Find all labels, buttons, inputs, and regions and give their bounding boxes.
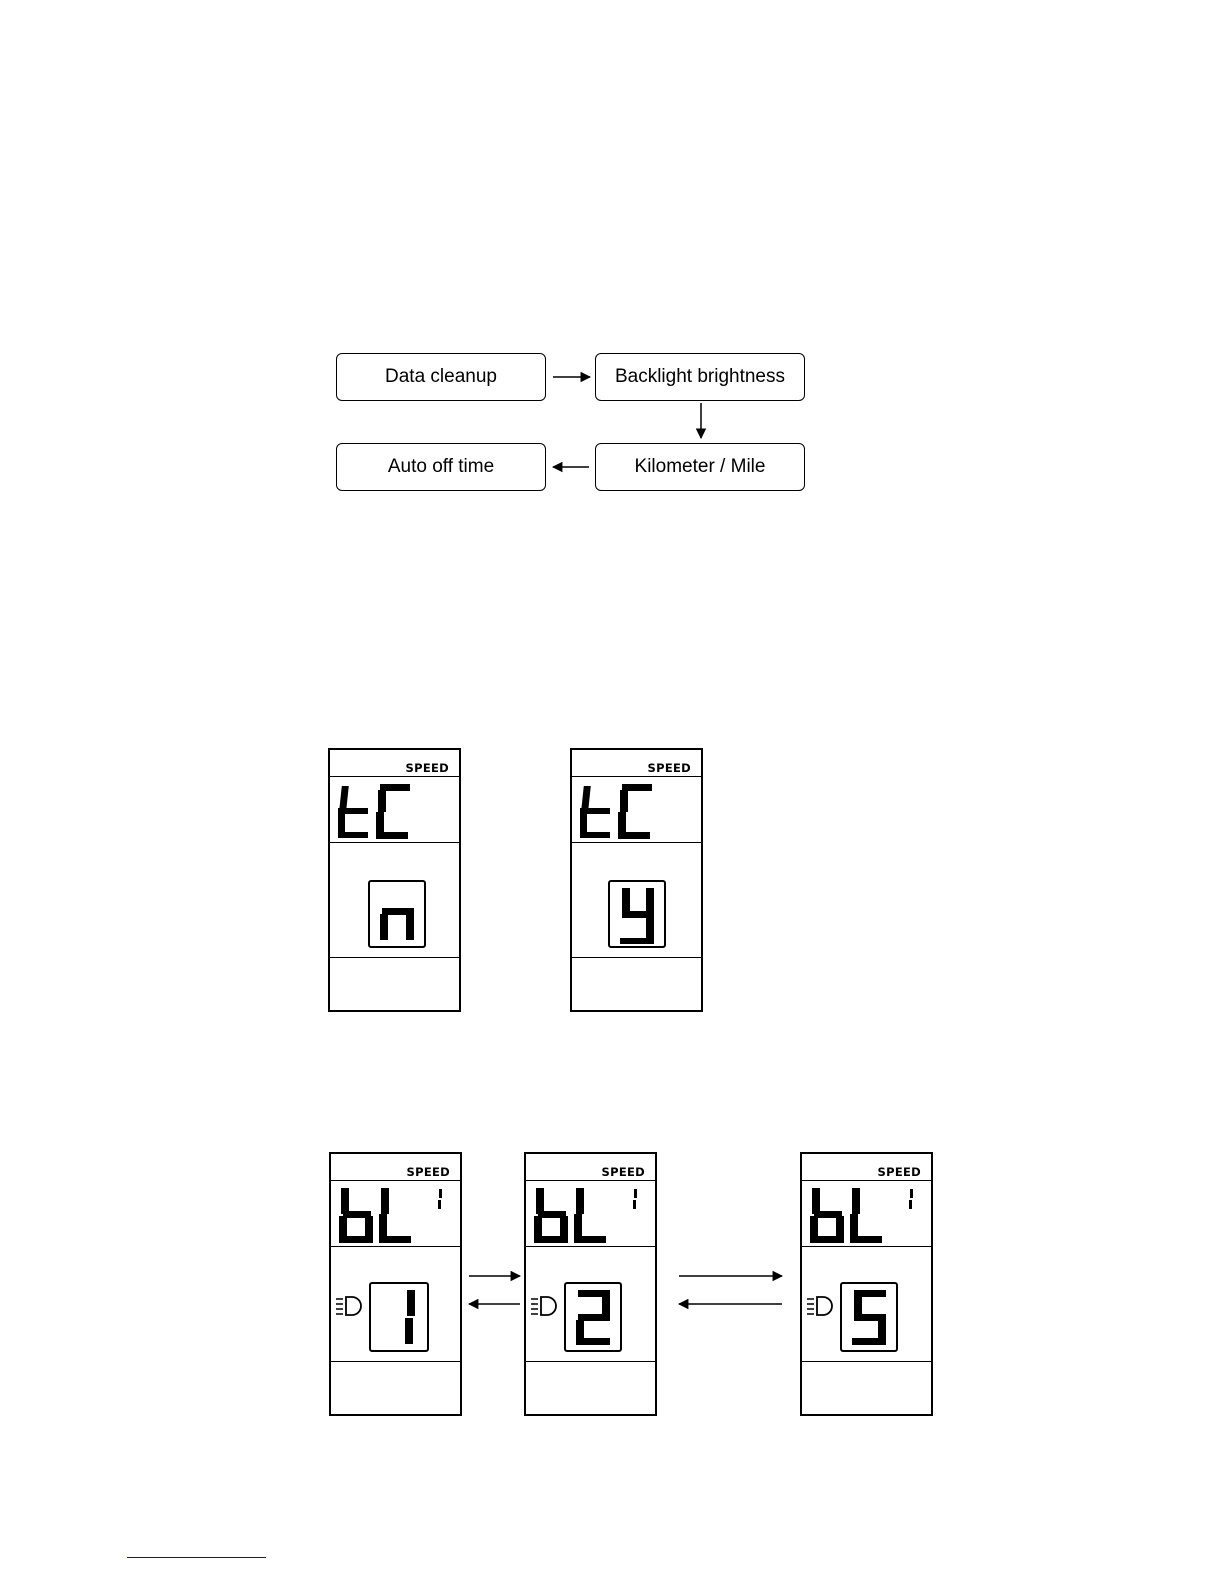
segment-index (630, 1189, 640, 1211)
headlight-icon (335, 1295, 363, 1317)
lcd-divider (802, 1246, 931, 1247)
lcd-panel-bl-1 (329, 1152, 462, 1416)
segment-text-tc (580, 784, 660, 840)
speed-label: SPEED (406, 1165, 450, 1179)
lcd-divider (331, 1180, 460, 1181)
digit-box (368, 880, 426, 948)
lcd-divider (526, 1180, 655, 1181)
lcd-panel-bl-2 (524, 1152, 657, 1416)
lcd-divider (330, 957, 459, 958)
lcd-divider (572, 776, 701, 777)
headlight-icon (806, 1295, 834, 1317)
segment-text-bl (339, 1188, 419, 1244)
footnote-divider (127, 1557, 266, 1558)
segment-digit-1 (377, 1288, 423, 1348)
digit-box (369, 1282, 429, 1352)
lcd-divider (331, 1246, 460, 1247)
digit-box (840, 1282, 898, 1352)
flow-label-data-cleanup: Data cleanup (385, 366, 497, 387)
segment-text-bl (810, 1188, 890, 1244)
segment-digit-y (616, 886, 660, 944)
segment-digit-2 (572, 1288, 618, 1348)
lcd-divider (526, 1361, 655, 1362)
lcd-panel-tc-yes (570, 748, 703, 1012)
lcd-divider (802, 1361, 931, 1362)
segment-digit-5 (848, 1288, 894, 1348)
lcd-divider (330, 776, 459, 777)
speed-label: SPEED (647, 761, 691, 775)
lcd-divider (330, 842, 459, 843)
speed-label: SPEED (601, 1165, 645, 1179)
lcd-divider (802, 1180, 931, 1181)
segment-text-tc (338, 784, 418, 840)
segment-digit-n (376, 886, 420, 944)
flow-label-auto-off-time: Auto off time (387, 456, 495, 477)
speed-label: SPEED (405, 761, 449, 775)
lcd-divider (572, 842, 701, 843)
flow-label-kilometer-mile: Kilometer / Mile (634, 456, 766, 477)
lcd-panel-tc-no (328, 748, 461, 1012)
headlight-icon (530, 1295, 558, 1317)
lcd-divider (526, 1246, 655, 1247)
segment-index (906, 1189, 916, 1211)
segment-text-bl (534, 1188, 614, 1244)
lcd-divider (572, 957, 701, 958)
digit-box (564, 1282, 622, 1352)
flow-label-backlight-brightness: Backlight brightness (614, 366, 786, 387)
lcd-panel-bl-5 (800, 1152, 933, 1416)
segment-index (435, 1189, 445, 1211)
speed-label: SPEED (877, 1165, 921, 1179)
lcd-divider (331, 1361, 460, 1362)
digit-box (608, 880, 666, 948)
